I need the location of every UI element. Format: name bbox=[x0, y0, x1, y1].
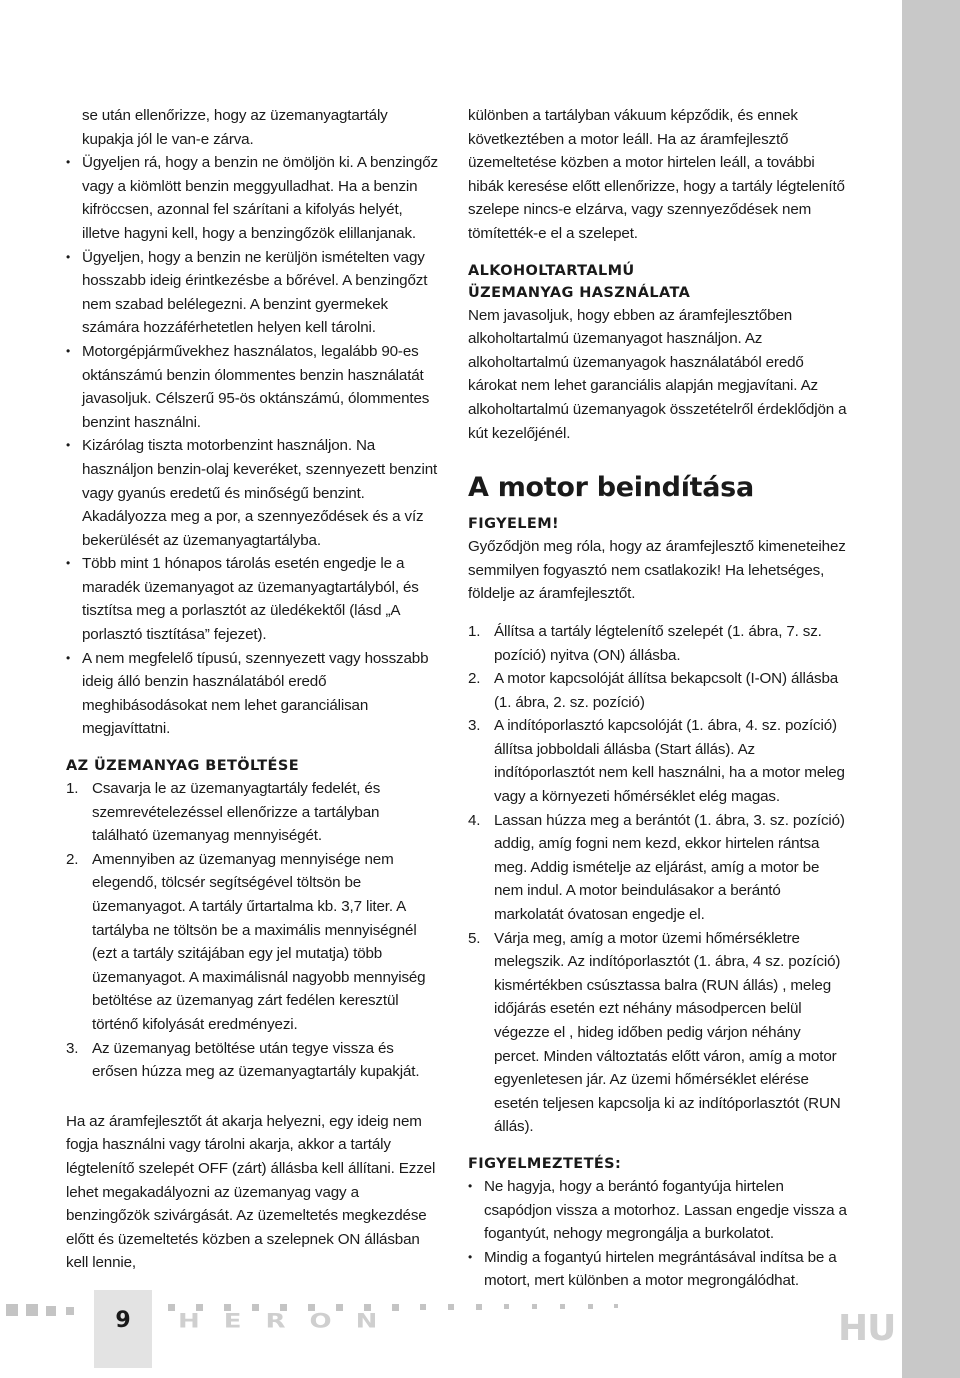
alcohol-heading: ALKOHOLTARTALMÚ ÜZEMANYAG HASZNÁLATA bbox=[468, 262, 691, 301]
list-item: 1. Állítsa a tartály légtelenítő szelepét (1. ábra, 7. sz. pozíció) nyitva (ON) állásba. bbox=[468, 622, 822, 664]
language-code: HU bbox=[838, 1308, 896, 1349]
fuel-heading: AZ ÜZEMANYAG BETÖLTÉSE bbox=[66, 758, 300, 775]
footer-square bbox=[66, 1307, 74, 1315]
list-item: 1. Csavarja le az üzemanyagtartály fedelét, és szemrevételezéssel ellenőrizze a tartályban található üzemanyag mennyiségét. bbox=[66, 780, 381, 845]
list-item: 3. Az üzemanyag betöltése után tegye vissza és erősen húzza meg az üzemanyagtartály kupakját. bbox=[66, 1039, 420, 1081]
list-item: • Kizárólag tiszta motorbenzint használjon. Na használjon benzin-olaj keveréket, szennyezett benzint vagy gyanús eredetű és minőségű benzint. Akadályozza meg a por, a szennyeződések és a víz bekerülését az üzemanyagtartályba. bbox=[66, 434, 438, 552]
attention-text: Győződjön meg róla, hogy az áramfejlesztő kimeneteihez semmilyen fogyasztó nem csatlakozik! Ha lehetséges, földelje az áramfejlesztőt. bbox=[468, 538, 846, 603]
footer-square bbox=[614, 1304, 618, 1308]
footer-square bbox=[560, 1304, 565, 1309]
list-item: • A nem megfelelő típusú, szennyezett vagy hosszabb ideig álló benzin használatából eredő meghibásodásokat nem lehet garanciálisan megjavíttatni. bbox=[66, 647, 438, 741]
list-item: • Ne hagyja, hogy a berántó fogantyúja hirtelen csapódjon vissza a motorhoz. Lassan engedje vissza a fogantyút, nehogy megrongálja a burkolatot. bbox=[468, 1175, 848, 1246]
footer-square bbox=[448, 1304, 454, 1310]
list-item: 4. Lassan húzza meg a berántót (1. ábra, 3. sz. pozíció) addig, amíg fogni nem kezd, ekkor hirtelen rántsa meg. Addig ismételje az eljárást, amíg a motor be nem indul. A motor beindulásakor a berántó markolatát óvatosan engedje el. bbox=[468, 811, 845, 924]
footer-square bbox=[168, 1304, 175, 1311]
footer-square bbox=[420, 1304, 426, 1310]
brand-logo: HERON bbox=[178, 1310, 402, 1333]
right-column bbox=[468, 104, 848, 1293]
warning-heading: FIGYELMEZTETÉS: bbox=[468, 1155, 622, 1172]
warning-list bbox=[468, 1175, 848, 1293]
footer-square bbox=[476, 1304, 482, 1310]
start-steps bbox=[468, 620, 848, 1139]
page-number: 9 bbox=[115, 1308, 131, 1333]
list-item: • Ügyeljen, hogy a benzin ne kerüljön ismételten vagy hosszabb ideig érintkezésbe a bőrével. A benzingőzt nem szabad belélegezni. A benzint gyermekek számára hozzáférhetetlen helyen kell tárolni. bbox=[66, 246, 438, 340]
bullet-continuation: se után ellenőrizze, hogy az üzemanyagtartály kupakja jól le van-e zárva. bbox=[82, 107, 388, 148]
closing-paragraph: Ha az áramfejlesztőt át akarja helyezni, egy ideig nem fogja használni vagy tárolni akarja, akkor a tartály légtelenítő szelepét OFF (zárt) állásba kell állítani. Ezzel lehet megakadályozni az üzemanyag vagy a benzingőzök szivárgását. Az üzemeltetés megkezdése előtt és üzemeltetés közben a szelepnek ON állásban kell lennie, bbox=[66, 1112, 436, 1272]
footer-square bbox=[6, 1304, 18, 1316]
list-item: • Ügyeljen rá, hogy a benzin ne ömöljön ki. A benzingőz vagy a kiömlött benzin meggyulladhat. Ha a benzin kifröccsen, azonnal fel szárítani a kifolyás helyét, illetve hagyni kell, hogy a benzingőzök elillanjanak. bbox=[66, 151, 438, 245]
footer-square bbox=[504, 1304, 509, 1309]
fuel-safety-list bbox=[66, 151, 438, 741]
footer-square bbox=[26, 1304, 38, 1316]
list-item: 5. Várja meg, amíg a motor üzemi hőmérsékletre melegszik. Az indítóporlasztót (1. ábra, 4 sz. pozíció) kismértékben csúsztassa balra (RUN állás) , meleg időjárás esetén ezt néhány másodpercen belül végezze el , hideg időben pedig várjon néhány percet. Minden változtatás előtt váron, amíg a motor egyenletesen jár. Az üzemi hőmérséklet elérése esetén teljesen kapcsolja ki az indítóporlasztót (RUN állás). bbox=[468, 929, 841, 1136]
list-item: 2. A motor kapcsolóját állítsa bekapcsolt (I-ON) állásba (1. ábra, 2. sz. pozíció) bbox=[468, 670, 839, 711]
attention-label: FIGYELEM! bbox=[468, 516, 560, 533]
continuation-paragraph: különben a tartályban vákuum képződik, és ennek következtében a motor leáll. Ha az áramfejlesztő üzemeltetése közben a motor hirtelen leáll, a további hibák keresése előtt ellenőrizze, hogy a tartály légtelenítő szelepe nincs-e elzárva, vagy szennyeződések nem tömítették-e el a szelepet. bbox=[468, 107, 845, 242]
start-heading: A motor beindítása bbox=[468, 472, 754, 504]
footer-square bbox=[46, 1306, 56, 1316]
side-bar bbox=[902, 0, 960, 1378]
alcohol-text: Nem javasoljuk, hogy ebben az áramfejlesztőben alkoholtartalmú üzemanyagot használjon. Az alkoholtartalmú üzemanyagok használatából eredő károkat nem lehet garanciális alapján megjavítani. Az alkoholtartalmú üzemanyagok összetételről érdeklődjön a kút kezelőjénél. bbox=[468, 306, 847, 442]
footer-square bbox=[532, 1304, 537, 1309]
list-item: • Mindig a fogantyú hirtelen megrántásával indítsa be a motort, mert különben a motor megrongálódhat. bbox=[468, 1246, 848, 1293]
list-item: • Motorgépjárművekhez használatos, legalább 90-es oktánszámú benzin ólommentes benzin használatát javasoljuk. Célszerű 95-ös oktánszámú, ólommentes benzint használni. bbox=[66, 340, 438, 434]
list-item: 3. A indítóporlasztó kapcsolóját (1. ábra, 4. sz. pozíció) állítsa jobboldali állásba (Start állás). Az indítóporlasztót nem kell használni, ha a motor meleg vagy a környezeti hőmérséklet elég magas. bbox=[468, 717, 845, 806]
left-column bbox=[66, 104, 438, 1275]
footer-square bbox=[588, 1304, 593, 1309]
list-item: 2. Amennyiben az üzemanyag mennyisége nem elegendő, tölcsér segítségével töltsön be üzemanyagot. A tartály űrtartalma kb. 3,7 liter. A tartályba ne töltsön be a maximális mennyiségnél (ezt a tartály szitájában egy jel mutatja) több üzemanyagot. A maximálisnál nagyobb mennyiség betöltése az üzemanyag zárt fedélen keresztül történő kifolyását eredményezi. bbox=[66, 850, 426, 1033]
fuel-steps bbox=[66, 777, 438, 1084]
list-item: • Több mint 1 hónapos tárolás esetén engedje le a maradék üzemanyagot az üzemanyagtartályból, és tisztítsa meg a porlasztót az üledékektől (lásd „A porlasztó tisztítása” fejezet). bbox=[66, 552, 438, 646]
